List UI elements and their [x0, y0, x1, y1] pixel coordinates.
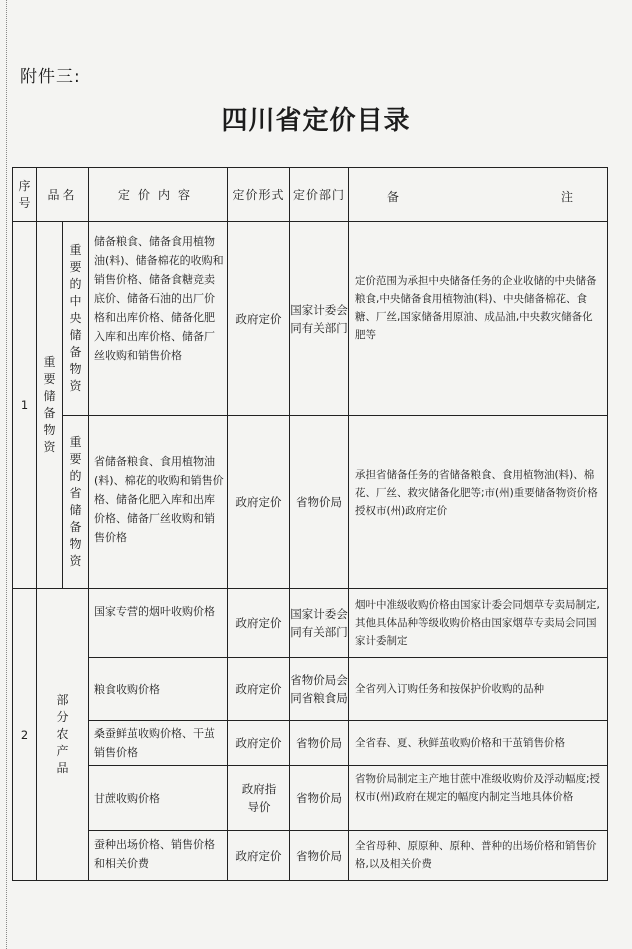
pricing-note: 承担省储备任务的省储备粮食、食用植物油(料)、棉花、厂丝、救灾储备化肥等;市(州)重要储备物资价格授权市(州)政府定价	[355, 469, 598, 517]
pricing-form: 政府定价	[235, 736, 282, 750]
pricing-note: 全省母种、原原种、原种、普种的出场价格和销售价格,以及相关价费	[355, 840, 597, 870]
group-seq: 1	[20, 398, 29, 412]
pricing-form: 政府定价	[235, 616, 282, 630]
binding-margin-line	[6, 0, 8, 949]
pricing-content: 桑蚕鲜茧收购价格、干茧销售价格	[94, 727, 215, 759]
pricing-content: 省储备粮食、食用植物油(料)、棉花的收购和销售价格、储备化肥入库和出库价格、储备厂丝收购和销售价格	[94, 455, 224, 544]
pricing-dept: 省物价局	[296, 848, 342, 863]
pricing-content: 蚕种出场价格、销售价格和相关价费	[94, 838, 215, 870]
pricing-dept: 国家计委会同有关部门	[290, 302, 348, 335]
pricing-note: 全省春、夏、秋鲜茧收购价格和干茧销售价格	[355, 737, 565, 749]
pricing-dept: 国家计委会同有关部门	[290, 607, 348, 639]
pricing-note: 定价范围为承担中央储备任务的企业收储的中央储备粮食,中央储备食用植物油(料)、中央储备棉花、食糖、厂丝,国家储备用原油、成品油,中央救灾储备化肥等	[355, 275, 597, 341]
pricing-form: 政府指导价	[241, 782, 277, 814]
pricing-content: 国家专营的烟叶收购价格	[94, 605, 215, 618]
pricing-form: 政府定价	[235, 495, 282, 509]
note-header-left: 备	[387, 190, 400, 204]
pricing-dept: 省物价局	[296, 736, 342, 750]
pricing-note: 烟叶中准级收购价格由国家计委会同烟草专卖局制定,其他具体品种等级收购价格由国家烟草专卖局会同国家计委制定	[355, 599, 600, 647]
column-header-seq: 序号	[18, 178, 31, 210]
pricing-dept: 省物价局	[296, 791, 342, 805]
pricing-dept: 省物价局	[296, 495, 342, 509]
pricing-content: 粮食收购价格	[94, 683, 160, 696]
group-seq: 2	[20, 727, 29, 742]
group-name: 重要储备物资	[43, 355, 56, 454]
pricing-content: 储备粮食、储备食用植物油(料)、储备棉花的收购和销售价格、储备食糖竞卖底价、储备石油的出厂价格和出库价格、储备化肥入库和出库价格、储备厂丝收购和销售价格	[94, 235, 224, 362]
subgroup-name: 重要的省储备物资	[69, 435, 82, 568]
column-header-name: 品名	[47, 188, 78, 202]
pricing-note: 全省列入订购任务和按保护价收购的品种	[355, 683, 544, 695]
pricing-form: 政府定价	[235, 682, 282, 696]
column-header-dept: 定价部门	[292, 188, 345, 202]
group-name: 部分农产品	[56, 693, 69, 775]
column-header-content: 定价内容	[117, 188, 198, 202]
attachment-label: 附件三:	[20, 67, 81, 87]
page-title: 四川省定价目录	[221, 106, 411, 136]
column-header-note	[349, 168, 607, 221]
pricing-dept: 省物价局会同省粮食局	[290, 673, 348, 705]
note-header-right: 注	[561, 190, 574, 204]
pricing-form: 政府定价	[235, 848, 282, 863]
pricing-note: 省物价局制定主产地甘蔗中准级收购价及浮动幅度;授权市(州)政府在规定的幅度内制定当地具体价格	[355, 773, 601, 803]
pricing-content: 甘蔗收购价格	[94, 792, 160, 805]
pricing-form: 政府定价	[235, 311, 282, 326]
column-header-form: 定价形式	[232, 188, 285, 202]
subgroup-name: 重要的中央储备物资	[69, 243, 82, 393]
